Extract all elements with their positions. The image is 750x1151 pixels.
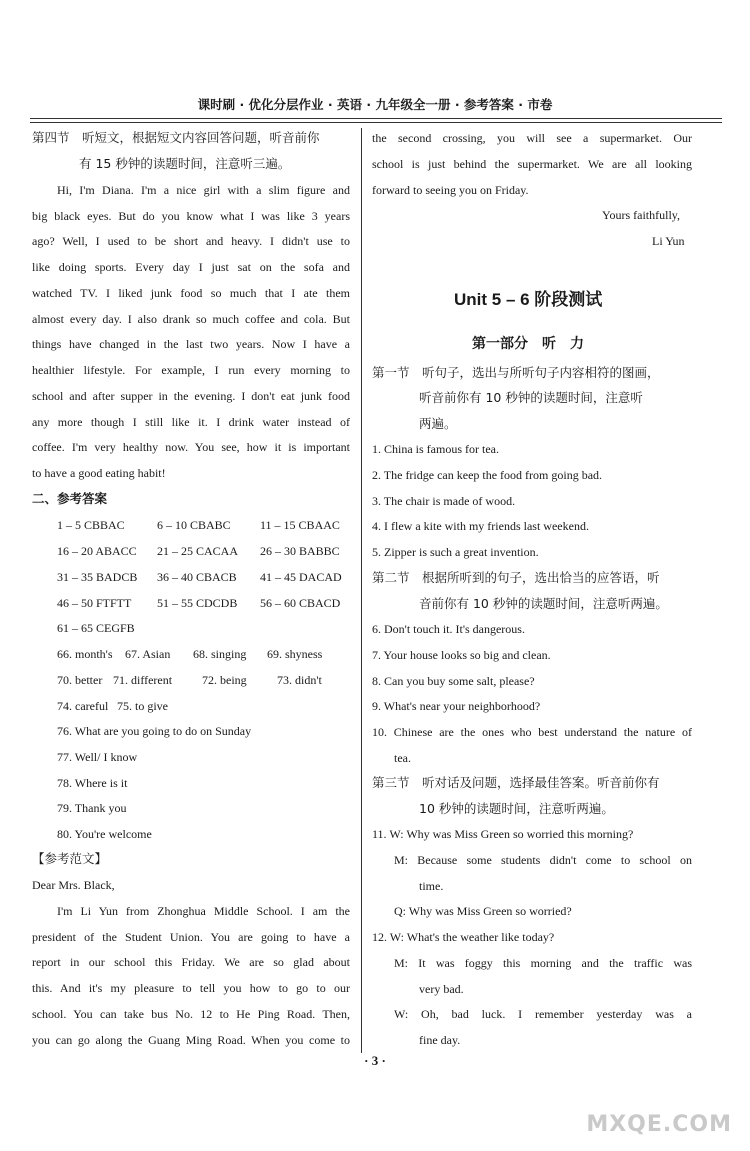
header-rule-top — [30, 118, 722, 119]
section1-instruction-cont: 两遍。 — [419, 416, 457, 431]
dialogue-line: Q: Why was Miss Green so worried? — [394, 904, 572, 918]
answer-row: 31 – 35 BADCB 36 – 40 CBACB 41 – 45 DACAD — [57, 570, 342, 584]
column-divider — [361, 128, 362, 1053]
passage-line: almost every day. I also drank so much coffee and cola. But — [32, 312, 350, 326]
letter-line: school. You can take bus No. 12 to He Ping Road. Then, — [32, 1007, 350, 1021]
answer-row: 61 – 65 CEGFB — [57, 621, 135, 635]
model-essay-title: 【参考范文】 — [32, 851, 108, 866]
fill-row: 66. month's 67. Asian 68. singing 69. shyness — [57, 647, 323, 661]
passage-line: to have a good eating habit! — [32, 466, 166, 480]
passage-line: ago? Well, I used to be short and heavy. I didn't use to — [32, 234, 350, 248]
part-title: 第一部分 听 力 — [472, 336, 584, 352]
letter-line: school is just behind the supermarket. We are all looking — [372, 157, 692, 171]
dialogue-line: very bad. — [419, 982, 464, 996]
dialogue-line: 12. W: What's the weather like today? — [372, 930, 555, 944]
passage-line: things have changed in the last two years. Now I have a — [32, 337, 350, 351]
question-item: 9. What's near your neighborhood? — [372, 699, 541, 713]
question-item: 6. Don't touch it. It's dangerous. — [372, 622, 525, 636]
letter-line: report in our school this Friday. We are so glad about — [32, 955, 350, 969]
dialogue-line: M: It was foggy this morning and the traffic was — [394, 956, 692, 970]
letter-line: president of the Student Union. You are going to have a — [32, 930, 350, 944]
answer-row: 46 – 50 FTFTT 51 – 55 CDCDB 56 – 60 CBACD — [57, 596, 341, 610]
question-item: 5. Zipper is such a great invention. — [372, 545, 539, 559]
watermark-logo: MXQE.COM — [586, 1112, 732, 1137]
header-rule-bottom — [30, 122, 722, 123]
question-item: 2. The fridge can keep the food from going bad. — [372, 468, 603, 482]
unit-title: Unit 5 – 6 阶段测试 — [454, 290, 603, 309]
dialogue-line: 11. W: Why was Miss Green so worried this morning? — [372, 827, 634, 841]
section3-instruction: 第三节 听对话及问题，选择最佳答案。听音前你有 — [372, 775, 660, 790]
answer-item: 80. You're welcome — [57, 827, 152, 841]
section2-instruction: 第二节 根据所听到的句子，选出恰当的应答语，听 — [372, 570, 660, 585]
answers-title: 二、参考答案 — [32, 491, 108, 506]
question-item: 4. I flew a kite with my friends last weekend. — [372, 519, 589, 533]
section4-instruction: 第四节 听短文，根据短文内容回答问题，听音前你 — [32, 130, 320, 145]
dialogue-line: W: Oh, bad luck. I remember yesterday was a — [394, 1007, 692, 1021]
question-item: 7. Your house looks so big and clean. — [372, 648, 551, 662]
answer-item: 78. Where is it — [57, 776, 128, 790]
passage-line: big black eyes. But do you know what I was like 3 years — [32, 209, 350, 223]
fill-row: 70. better 71. different 72. being 73. didn't — [57, 673, 322, 687]
letter-closing: Yours faithfully, — [602, 208, 681, 222]
passage-line: Hi, I'm Diana. I'm a nice girl with a slim figure and — [57, 183, 350, 197]
dialogue-line: time. — [419, 879, 444, 893]
page-header: 课时刷 · 优化分层作业 · 英语 · 九年级全一册 · 参考答案 · 市卷 — [197, 97, 553, 112]
passage-line: any more though I still like it. I drink water instead of — [32, 415, 350, 429]
answer-item: 76. What are you going to do on Sunday — [57, 724, 252, 738]
page-number: · 3 · — [364, 1053, 386, 1068]
dialogue-line: M: Because some students didn't come to school on — [394, 853, 692, 867]
question-item: 1. China is famous for tea. — [372, 442, 499, 456]
dialogue-line: fine day. — [419, 1033, 461, 1047]
letter-salutation: Dear Mrs. Black, — [32, 878, 115, 892]
passage-line: watched TV. I liked junk food so much that I ate them — [32, 286, 350, 300]
passage-line: coffee. I'm very healthy now. You see, how it is important — [32, 440, 350, 454]
section4-instruction-cont: 有 15 秒钟的读题时间，注意听三遍。 — [79, 156, 291, 171]
letter-line: you can go along the Guang Ming Road. When you come to — [32, 1033, 350, 1047]
letter-line: forward to seeing you on Friday. — [372, 183, 529, 197]
letter-line: the second crossing, you will see a supermarket. Our — [372, 131, 692, 145]
section1-instruction-cont: 听音前你有 10 秒钟的读题时间，注意听 — [419, 390, 643, 405]
section2-instruction-cont: 音前你有 10 秒钟的读题时间，注意听两遍。 — [419, 596, 668, 611]
answer-row: 16 – 20 ABACC 21 – 25 CACAA 26 – 30 BABBC — [57, 544, 340, 558]
question-item-cont: tea. — [394, 751, 411, 765]
letter-line: I'm Li Yun from Zhonghua Middle School. I am the — [57, 904, 350, 918]
fill-row: 74. careful 75. to give — [57, 699, 168, 713]
letter-signature: Li Yun — [652, 234, 685, 248]
letter-line: this. And it's my pleasure to tell you how to go to our — [32, 981, 350, 995]
answer-item: 77. Well/ I know — [57, 750, 138, 764]
passage-line: healthier lifestyle. For example, I run every morning to — [32, 363, 350, 377]
answer-row: 1 – 5 CBBAC 6 – 10 CBABC 11 – 15 CBAAC — [57, 518, 340, 532]
section1-instruction: 第一节 听句子，选出与所听句子内容相符的图画， — [372, 365, 660, 380]
question-item: 10. Chinese are the ones who best understand the nature of — [372, 725, 692, 739]
passage-line: school and after supper in the evening. I don't eat junk food — [32, 389, 350, 403]
answer-item: 79. Thank you — [57, 801, 127, 815]
section3-instruction-cont: 10 秒钟的读题时间，注意听两遍。 — [419, 801, 614, 816]
question-item: 8. Can you buy some salt, please? — [372, 674, 535, 688]
question-item: 3. The chair is made of wood. — [372, 494, 516, 508]
passage-line: like doing sports. Every day I just sat on the sofa and — [32, 260, 350, 274]
